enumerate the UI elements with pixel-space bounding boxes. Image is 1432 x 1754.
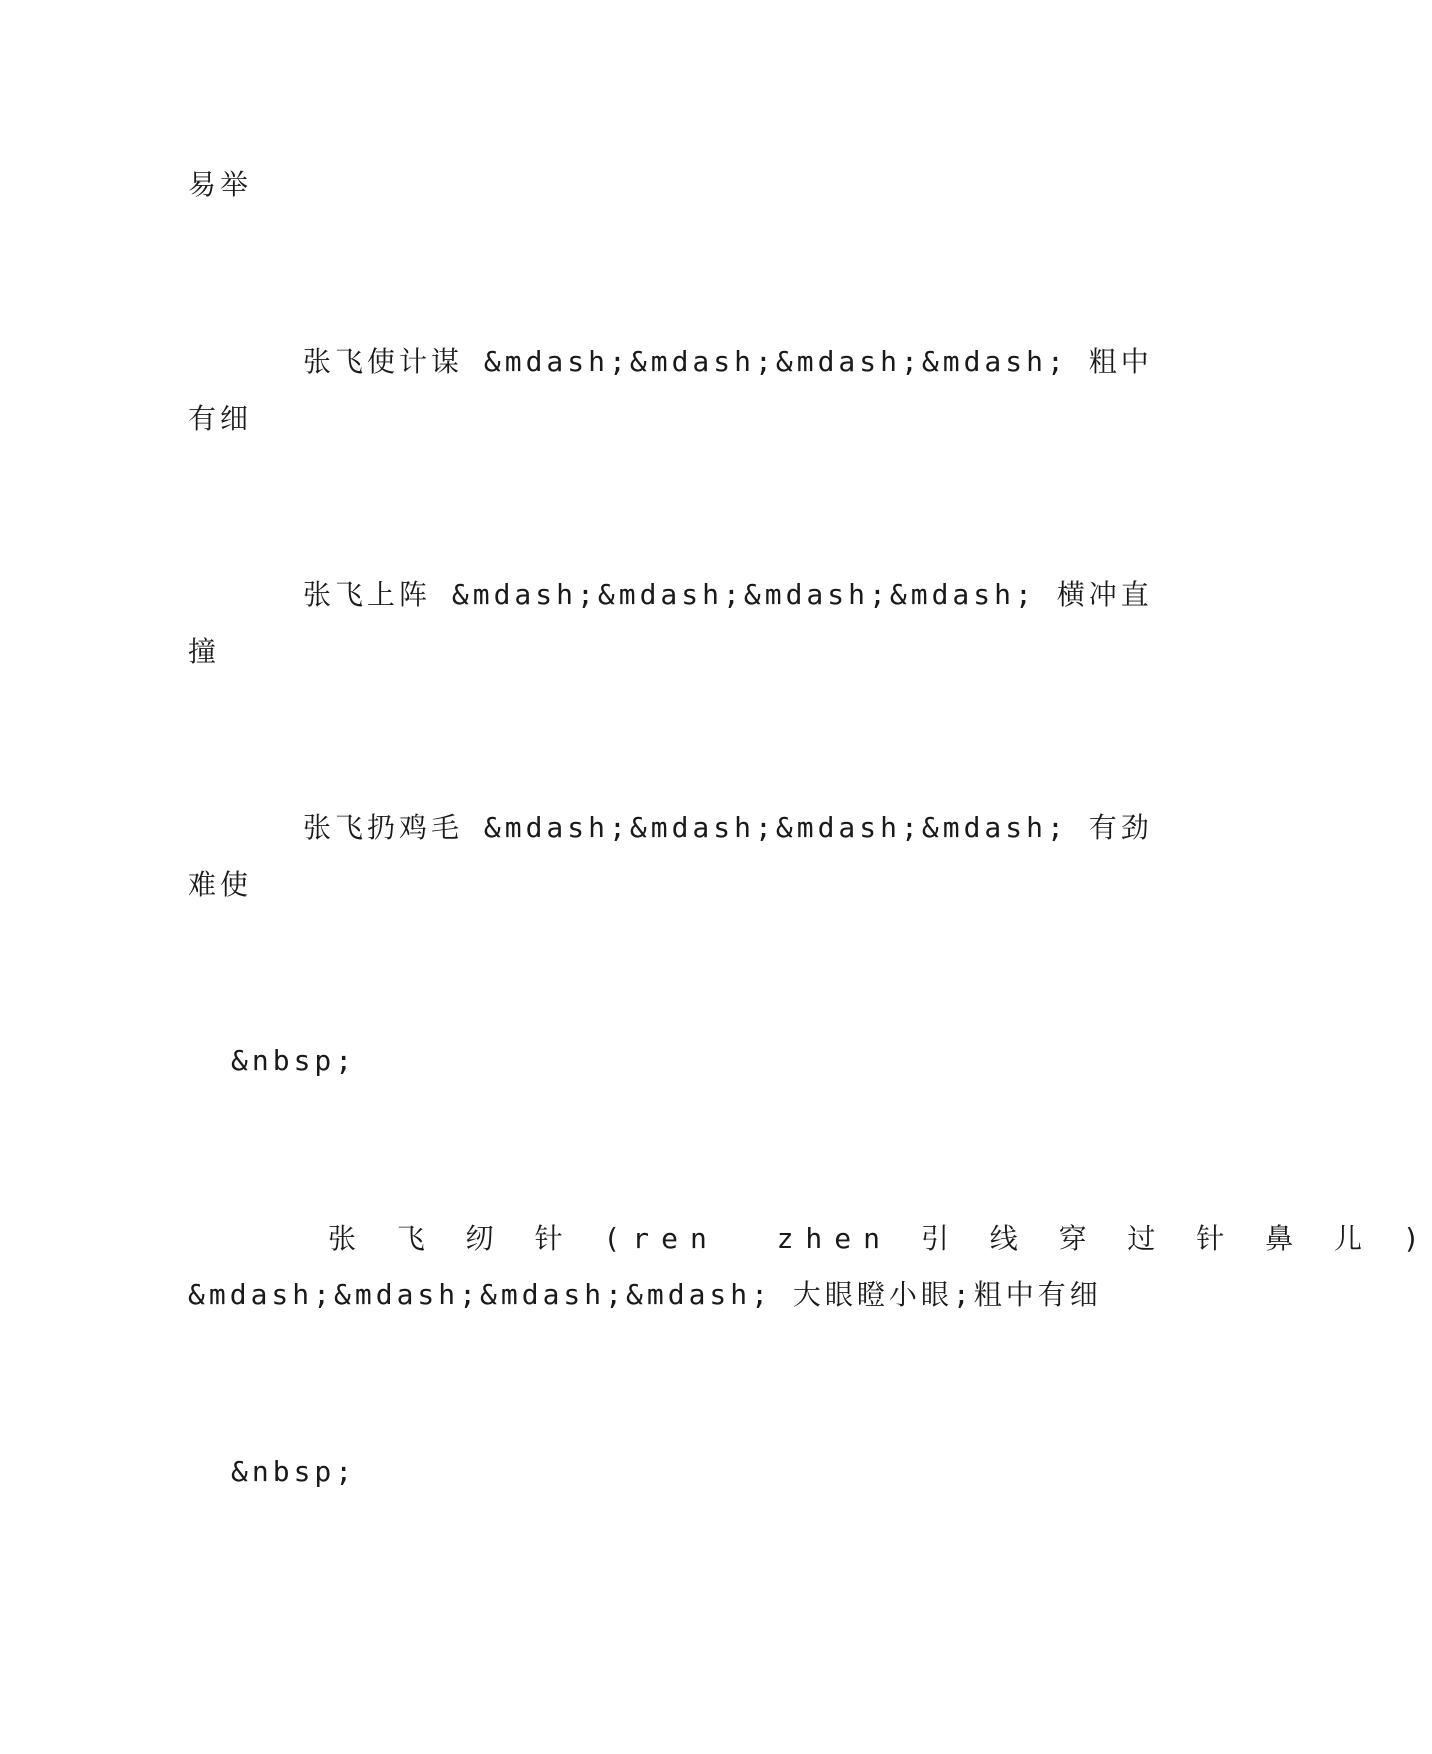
- text-line: &mdash;&mdash;&mdash;&mdash; 大眼瞪小眼;粗中有细: [188, 1278, 1102, 1311]
- text-line: 易举: [188, 168, 253, 201]
- text-line: &nbsp;: [231, 1044, 357, 1077]
- text-line: 张飞扔鸡毛 &mdash;&mdash;&mdash;&mdash; 有劲: [303, 811, 1153, 844]
- text-line: 有细: [188, 402, 253, 435]
- text-line: 张飞使计谋 &mdash;&mdash;&mdash;&mdash; 粗中: [303, 345, 1153, 378]
- text-line: 张 飞 纫 针 (ren zhen 引 线 穿 过 针 鼻 儿 ): [328, 1222, 1432, 1255]
- text-line: 张飞上阵 &mdash;&mdash;&mdash;&mdash; 横冲直: [303, 578, 1153, 611]
- text-line: 难使: [188, 868, 253, 901]
- text-line: &nbsp;: [231, 1455, 357, 1488]
- text-line: 撞: [188, 635, 221, 668]
